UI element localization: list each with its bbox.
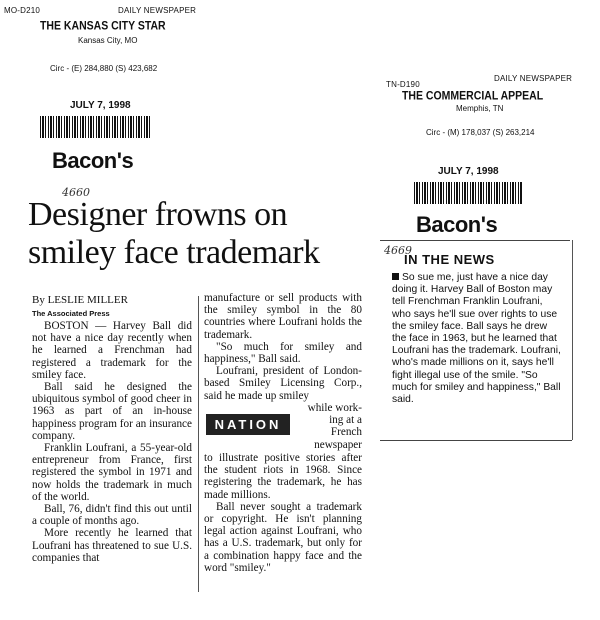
bacons-logo: Bacon's — [416, 212, 498, 237]
wrap-line: ing at a — [329, 414, 362, 427]
article-column-2-bottom — [204, 452, 362, 574]
circulation-figures: Circ - (M) 178,037 (S) 263,214 — [426, 128, 535, 137]
paragraph: More recently he learned that Loufrani has threatened to sue U.S. companies that — [32, 527, 192, 564]
article-column-1 — [32, 320, 192, 564]
wrap-line: while work- — [307, 402, 362, 414]
headline-line-2: smiley face trademark — [28, 234, 320, 271]
wrap-line: French — [330, 426, 362, 439]
section-rule — [380, 240, 570, 241]
news-brief-text: So sue me, just have a nice day doing it. Harvey Ball of Boston may tell Frenchman Franklin Loufrani, who says he'll sue over rights to use the smiley face. Ball says he drew the face in 1963, but he learned that Loufrani has the trademark. Loufrani, who's made millions on it, says he'll fight illegal use of the smile. "So much for smiley and happiness," Ball said. — [392, 272, 561, 406]
paragraph: Ball never sought a trademark or copyright. He isn't planning legal action against Loufrani, who has a U.S. trademark, but only for a combination happy face and the word "smiley." — [204, 500, 362, 574]
byline-source: The Associated Press — [32, 309, 110, 318]
barcode — [40, 116, 152, 138]
paragraph: to illustrate positive stories after the student riots in 1968. Since registering the trademark, he has made millions. — [204, 452, 362, 501]
article-column-2-wrap — [298, 402, 362, 451]
news-brief — [392, 272, 562, 406]
paragraph: Franklin Loufrani, a 55-year-old entrepreneur from France, first registered the symbol in 1971 and now holds the trademark in much of the world. — [32, 442, 192, 503]
clip-date: JULY 7, 1998 — [70, 100, 131, 111]
clip-date: JULY 7, 1998 — [438, 166, 499, 177]
byline: By LESLIE MILLER — [32, 294, 128, 306]
publication-city: Kansas City, MO — [78, 36, 138, 45]
clip-id-code: TN-D190 — [386, 80, 420, 89]
bullet-square-icon — [392, 273, 399, 280]
paragraph: Loufrani, president of London-based Smiley Licensing Corp., said he made up smiley — [204, 365, 362, 402]
clip-id-code: MO-D210 — [4, 6, 41, 15]
section-label-nation: NATION — [206, 414, 290, 435]
publication-name: THE KANSAS CITY STAR — [40, 19, 166, 33]
paragraph: BOSTON — Harvey Ball did not have a nice day recently when he learned a Frenchman had registered a trademark for the smiley face. — [32, 320, 192, 381]
clip-type-label: DAILY NEWSPAPER — [494, 74, 573, 83]
barcode — [414, 182, 522, 204]
clip-border — [572, 240, 573, 440]
handwritten-number: 4669 — [384, 244, 412, 257]
section-title: IN THE NEWS — [404, 252, 495, 267]
circulation-figures: Circ - (E) 284,880 (S) 423,682 — [50, 64, 158, 73]
paragraph: Ball, 76, didn't find this out until a couple of months ago. — [32, 503, 192, 528]
publication-name: THE COMMERCIAL APPEAL — [402, 89, 544, 103]
bacons-logo: Bacon's — [52, 148, 134, 173]
headline-line-1: Designer frowns on — [28, 196, 288, 233]
wrap-line: newspaper — [314, 438, 362, 451]
column-divider — [198, 296, 199, 592]
clip-border — [380, 440, 572, 441]
paragraph: manufacture or sell products with the smiley symbol in the 80 countries where Loufrani holds the trademark. — [204, 292, 362, 341]
article-column-2-top — [204, 292, 362, 402]
clip-type-label: DAILY NEWSPAPER — [118, 6, 197, 15]
paragraph: "So much for smiley and happiness," Ball said. — [204, 340, 362, 366]
article-headline — [28, 196, 368, 272]
publication-city: Memphis, TN — [456, 104, 504, 113]
handwritten-number: 4660 — [62, 186, 90, 199]
paragraph: Ball said he designed the ubiquitous symbol of good cheer in 1963 as part of an in-house happiness program for an insurance company. — [32, 381, 192, 442]
